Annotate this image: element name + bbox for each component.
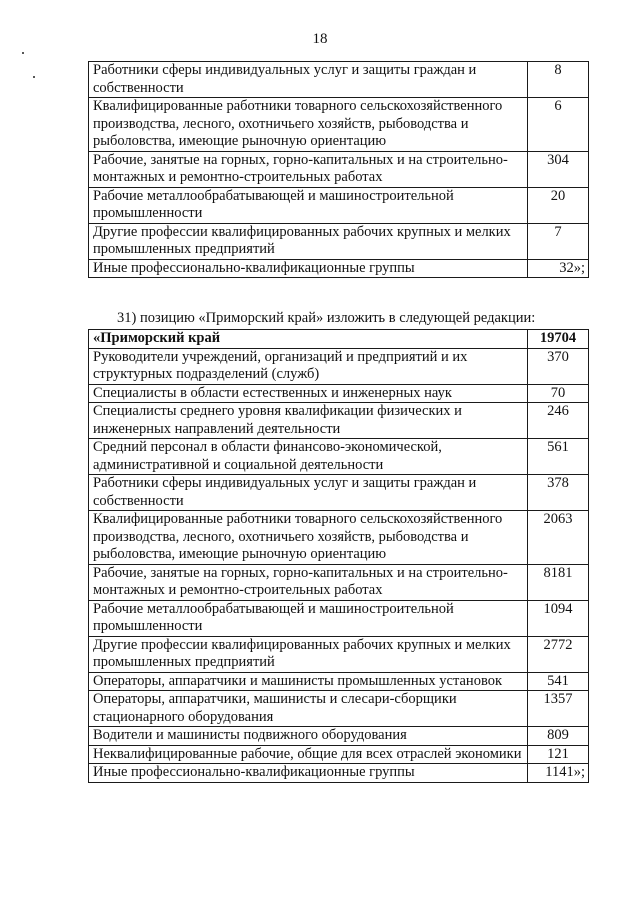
table-row (89, 727, 589, 746)
profession-label: Рабочие, занятые на горных, горно-капитальных и на строительно-монтажных и ремонтно-строительных работах (89, 564, 528, 600)
profession-count: 1141»; (528, 764, 589, 783)
continued-professions-table (88, 61, 589, 278)
profession-count: 70 (528, 384, 589, 403)
profession-label: Операторы, аппаратчики, машинисты и слесари-сборщики стационарного оборудования (89, 691, 528, 727)
profession-label: Специалисты среднего уровня квалификации физических и инженерных направлений деятельности (89, 403, 528, 439)
page-number: 18 (312, 31, 328, 47)
profession-label: Работники сферы индивидуальных услуг и защиты граждан и собственности (89, 475, 528, 511)
table-row (89, 475, 589, 511)
table-row (89, 187, 589, 223)
profession-count: 541 (528, 672, 589, 691)
profession-label: Операторы, аппаратчики и машинисты промышленных установок (89, 672, 528, 691)
table-row (89, 691, 589, 727)
table-row (89, 348, 589, 384)
profession-label: Другие профессии квалифицированных рабочих крупных и мелких промышленных предприятий (89, 223, 528, 259)
profession-label: Рабочие, занятые на горных, горно-капитальных и на строительно-монтажных и ремонтно-строительных работах (89, 151, 528, 187)
profession-label: Другие профессии квалифицированных рабочих крупных и мелких промышленных предприятий (89, 636, 528, 672)
region-total: 19704 (528, 330, 589, 349)
primorsky-krai-table (88, 329, 589, 783)
profession-count: 8181 (528, 564, 589, 600)
scan-speck (22, 52, 24, 54)
profession-count: 2772 (528, 636, 589, 672)
profession-label: Специалисты в области естественных и инженерных наук (89, 384, 528, 403)
table-header-row (89, 330, 589, 349)
profession-count: 304 (528, 151, 589, 187)
scan-speck (33, 76, 35, 78)
profession-count: 809 (528, 727, 589, 746)
table-row (89, 223, 589, 259)
profession-label: Рабочие металлообрабатывающей и машиностроительной промышленности (89, 187, 528, 223)
profession-count: 121 (528, 745, 589, 764)
table-row (89, 384, 589, 403)
profession-label: Иные профессионально-квалификационные группы (89, 764, 528, 783)
table-row (89, 439, 589, 475)
profession-count: 7 (528, 223, 589, 259)
profession-label: Руководители учреждений, организаций и предприятий и их структурных подразделений (служб) (89, 348, 528, 384)
profession-count: 1357 (528, 691, 589, 727)
profession-count: 8 (528, 62, 589, 98)
profession-count: 32»; (528, 259, 589, 278)
table-row (89, 600, 589, 636)
amendment-instruction: 31) позицию «Приморский край» изложить в следующей редакции: (117, 310, 536, 326)
profession-count: 20 (528, 187, 589, 223)
profession-label: Квалифицированные работники товарного сельскохозяйственного производства, лесного, охотничьего хозяйств, рыбоводства и рыболовства, имеющие рыночную ориентацию (89, 511, 528, 565)
table-row (89, 511, 589, 565)
table-row (89, 98, 589, 152)
profession-label: Работники сферы индивидуальных услуг и защиты граждан и собственности (89, 62, 528, 98)
table-row (89, 672, 589, 691)
table-row (89, 636, 589, 672)
profession-label: Средний персонал в области финансово-экономической, административной и социальной деятельности (89, 439, 528, 475)
table-row (89, 764, 589, 783)
profession-count: 2063 (528, 511, 589, 565)
profession-count: 378 (528, 475, 589, 511)
table-row (89, 259, 589, 278)
table-row (89, 403, 589, 439)
profession-count: 246 (528, 403, 589, 439)
profession-label: Неквалифицированные рабочие, общие для всех отраслей экономики (89, 745, 528, 764)
profession-label: Рабочие металлообрабатывающей и машиностроительной промышленности (89, 600, 528, 636)
profession-count: 1094 (528, 600, 589, 636)
table-row (89, 745, 589, 764)
table-row (89, 62, 589, 98)
profession-label: Иные профессионально-квалификационные группы (89, 259, 528, 278)
table-row (89, 151, 589, 187)
profession-count: 370 (528, 348, 589, 384)
table-row (89, 564, 589, 600)
profession-count: 561 (528, 439, 589, 475)
profession-label: Квалифицированные работники товарного сельскохозяйственного производства, лесного, охотничьего хозяйств, рыбоводства и рыболовства, имеющие рыночную ориентацию (89, 98, 528, 152)
profession-label: Водители и машинисты подвижного оборудования (89, 727, 528, 746)
profession-count: 6 (528, 98, 589, 152)
region-name: «Приморский край (89, 330, 528, 349)
